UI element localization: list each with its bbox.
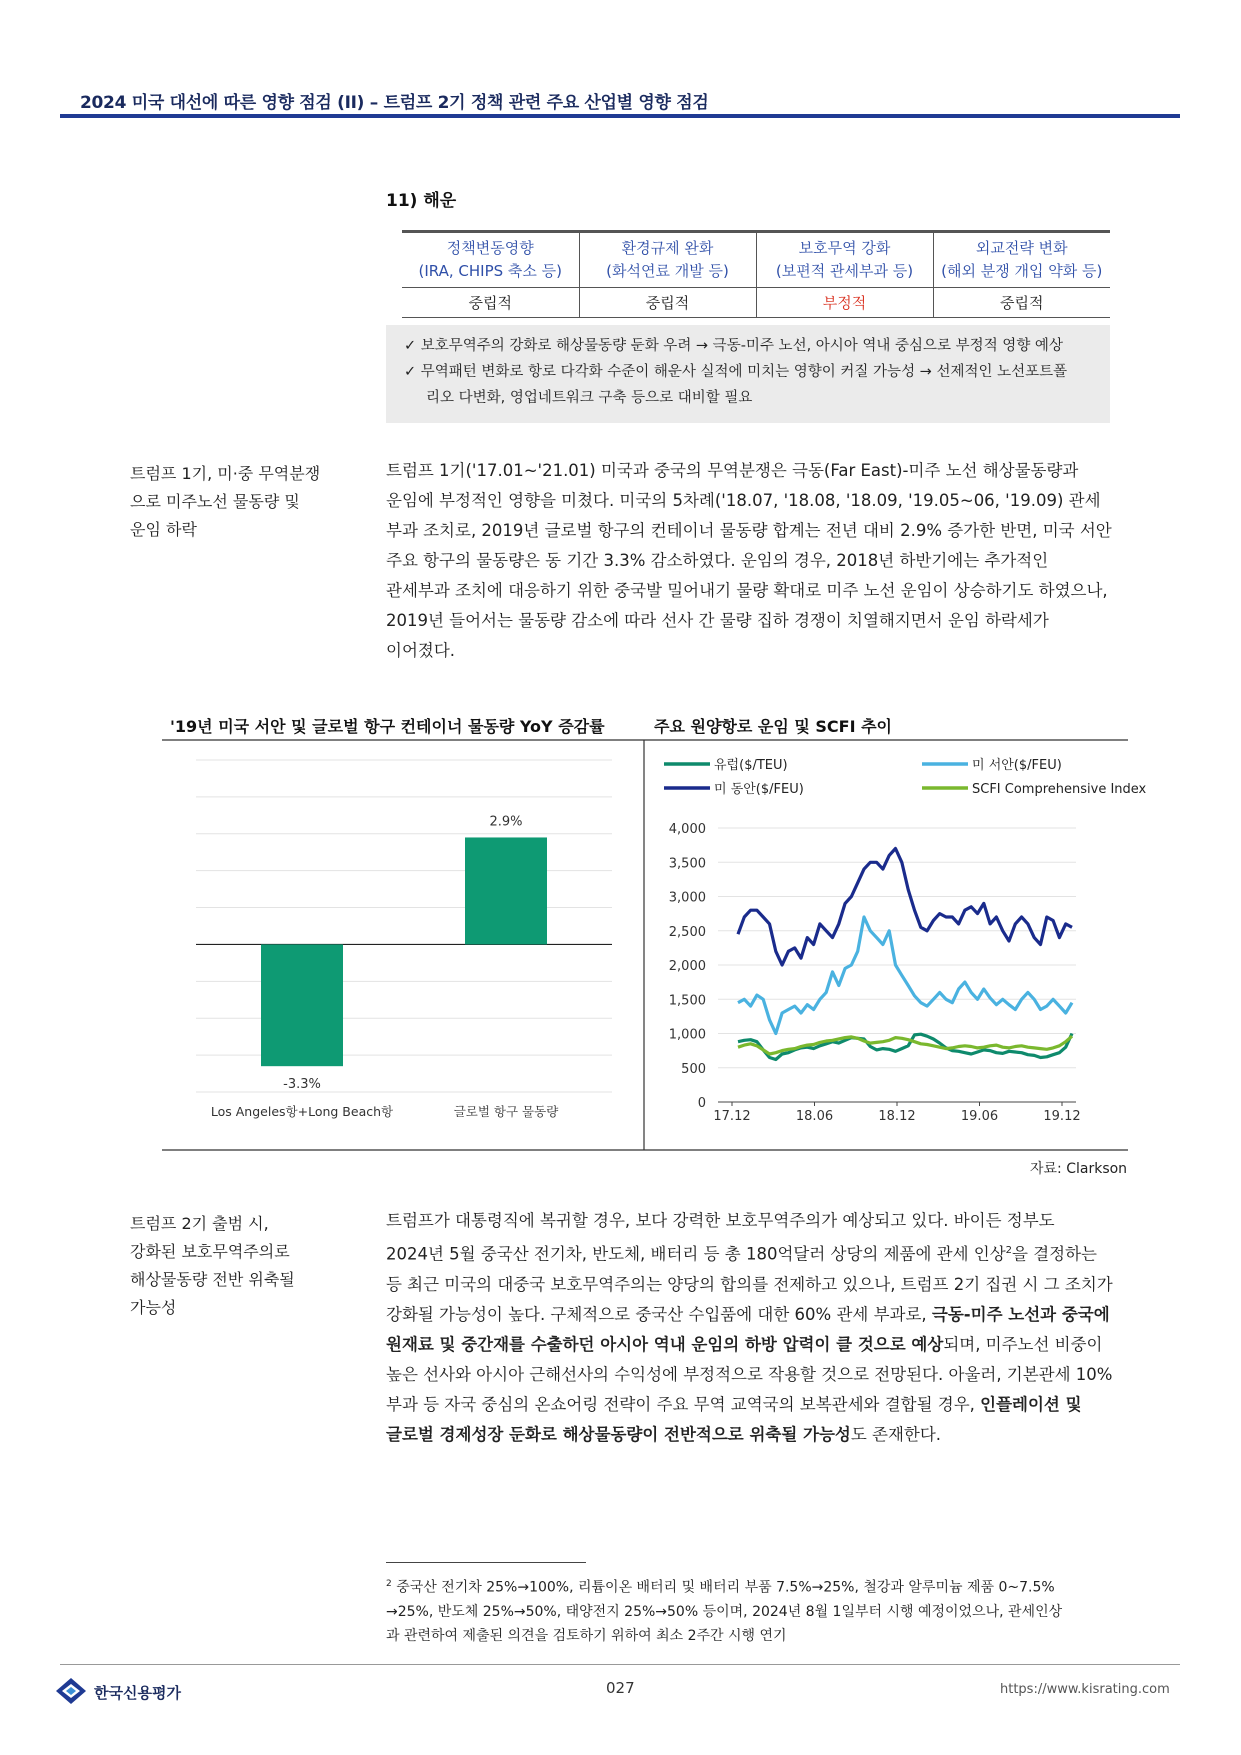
kis-logo-icon xyxy=(54,1676,88,1706)
footnote-line: 과 관련하여 제출된 의견을 검토하기 위하여 최소 2주간 시행 연기 xyxy=(386,1627,787,1644)
text-run: 을 결정하는 xyxy=(1012,1244,1097,1264)
body-paragraph-2 xyxy=(386,1206,1126,1450)
para-line: 이어졌다. xyxy=(386,641,456,660)
footnote-text: 중국산 전기차 25%→100%, 리튬이온 배터리 및 배터리 부품 7.5%→25%, 철강과 알루미늄 제품 0~7.5% xyxy=(396,1579,1055,1596)
chart-source: 자료: Clarkson xyxy=(1030,1161,1128,1177)
impact-value-negative: 부정적 xyxy=(756,288,933,318)
para-line: 트럼프 1기('17.01~'21.01) 미국과 중국의 무역분쟁은 극동(Far East)-미주 노선 해상물동량과 xyxy=(386,461,1079,480)
bar-data-label: -3.3% xyxy=(283,1077,321,1093)
impact-col-title: 외교전략 변화 xyxy=(975,239,1068,257)
emphasis-text: 글로벌 경제성장 둔화로 해상물동량이 전반적으로 위축될 가능성 xyxy=(386,1424,851,1444)
y-tick-label: 500 xyxy=(681,1061,706,1077)
impact-col-subtitle: (해외 분쟁 개입 약화 등) xyxy=(941,262,1103,280)
series-line xyxy=(738,917,1072,1034)
y-tick-label: 1,500 xyxy=(668,993,706,1009)
y-tick-label: 1,000 xyxy=(668,1027,706,1043)
text-run: 강화될 가능성이 높다. 구체적으로 중국산 수입품에 대한 60% 관세 부과로, xyxy=(386,1304,932,1324)
text-run: 2024년 5월 중국산 전기차, 반도체, 배터리 등 총 180억달러 상당의 제품에 관세 인상 xyxy=(386,1244,1006,1264)
x-tick-label: 19.06 xyxy=(960,1109,999,1124)
text-run: 높은 선사와 아시아 근해선사의 수익성에 부정적으로 작용할 것으로 전망된다. 아울러, 기본관세 10% xyxy=(386,1364,1113,1384)
note-line: ✓ 보호무역주의 강화로 해상물동량 둔화 우려 → 극동-미주 노선, 아시아 역내 중심으로 부정적 영향 예상 xyxy=(404,338,1063,354)
para-line xyxy=(386,1270,1126,1300)
impact-value: 중립적 xyxy=(579,288,756,318)
footnote-line xyxy=(386,1572,1126,1600)
bar xyxy=(465,837,547,944)
side-heading-line: 가능성 xyxy=(130,1298,177,1317)
para-line xyxy=(386,1236,1126,1270)
side-heading-line: 해상물동량 전반 위축될 xyxy=(130,1270,295,1289)
text-run: 등 최근 미국의 대중국 보호무역주의는 양당의 합의를 전제하고 있으나, 트럼프 2기 집권 시 그 조치가 xyxy=(386,1274,1113,1294)
y-tick-label: 2,000 xyxy=(668,959,706,974)
para-line xyxy=(386,1330,1126,1360)
bar-category-label: 글로벌 항구 물동량 xyxy=(453,1104,559,1119)
text-run: 부과 등 자국 중심의 온쇼어링 전략이 주요 무역 교역국의 보복관세와 결합될 경우, xyxy=(386,1394,981,1414)
y-tick-label: 3,500 xyxy=(668,856,706,872)
x-tick-label: 19.12 xyxy=(1043,1109,1081,1124)
x-tick-label: 18.12 xyxy=(878,1109,916,1124)
footnote-mark: 2 xyxy=(386,1579,392,1589)
emphasis-text: 극동-미주 노선과 중국에 xyxy=(931,1304,1110,1324)
emphasis-text: 원재료 및 중간재를 수출하던 아시아 역내 운임의 하방 압력이 클 것으로 예상 xyxy=(386,1334,944,1354)
text-run: 트럼프가 대통령직에 복귀할 경우, 보다 강력한 보호무역주의가 예상되고 있다. 바이든 정부도 xyxy=(386,1211,1055,1230)
para-line: 주요 항구의 물동량은 동 기간 3.3% 감소하였다. 운임의 경우, 2018년 하반기에는 추가적인 xyxy=(386,551,1049,570)
impact-col-title: 정책변동영향 xyxy=(446,239,534,257)
page-header-title: 2024 미국 대선에 따른 영향 점검 (II) – 트럼프 2기 정책 관련 주요 산업별 영향 점검 xyxy=(80,93,709,113)
para-line: 운임에 부정적인 영향을 미쳤다. 미국의 5차례('18.07, '18.08, '18.09, '19.05~06, '19.09) 관세 xyxy=(386,491,1101,510)
para-line xyxy=(386,1206,1126,1236)
para-line: 관세부과 조치에 대응하기 위한 중국발 밀어내기 물량 확대로 미주 노선 운임이 상승하기도 하였으나, xyxy=(386,581,1108,600)
footer-logo-text: 한국신용평가 xyxy=(94,1684,181,1702)
impact-value: 중립적 xyxy=(933,288,1110,318)
side-heading-line: 으로 미주노선 물동량 및 xyxy=(130,492,300,511)
legend-label: 미 서안($/FEU) xyxy=(972,758,1062,773)
footer-rule xyxy=(60,1664,1180,1665)
text-run: 도 존재한다. xyxy=(850,1424,942,1444)
para-line xyxy=(386,1390,1126,1420)
bar-chart-title: '19년 미국 서안 및 글로벌 항구 컨테이너 물동량 YoY 증감률 xyxy=(170,717,605,736)
side-heading-line: 트럼프 2기 출범 시, xyxy=(130,1214,269,1233)
impact-col-title: 보호무역 강화 xyxy=(798,239,891,257)
side-heading-2 xyxy=(130,1210,295,1322)
legend-label: SCFI Comprehensive Index xyxy=(972,782,1147,797)
series-line xyxy=(738,849,1072,966)
bar-data-label: 2.9% xyxy=(489,814,523,830)
para-line: 2019년 들어서는 물동량 감소에 따라 선사 간 물량 집하 경쟁이 치열해지면서 운임 하락세가 xyxy=(386,611,1049,630)
y-tick-label: 4,000 xyxy=(668,822,706,837)
y-tick-label: 3,000 xyxy=(668,890,706,906)
line-chart-title: 주요 원양항로 운임 및 SCFI 추이 xyxy=(654,717,893,736)
impact-value: 중립적 xyxy=(402,288,579,318)
para-line xyxy=(386,1420,1126,1450)
impact-col-title: 환경규제 완화 xyxy=(621,239,714,257)
x-tick-label: 17.12 xyxy=(713,1109,751,1124)
legend-label: 미 동안($/FEU) xyxy=(714,782,804,797)
bar-chart xyxy=(196,760,612,1119)
section-title: 11) 해운 xyxy=(386,191,457,211)
impact-col-subtitle: (IRA, CHIPS 축소 등) xyxy=(418,262,562,280)
text-run: 되며, 미주노선 비중이 xyxy=(943,1334,1103,1354)
footnote-rule xyxy=(386,1562,586,1563)
side-heading-line: 강화된 보호무역주의로 xyxy=(130,1242,290,1261)
impact-col-subtitle: (보편적 관세부과 등) xyxy=(775,262,914,280)
para-line xyxy=(386,1360,1126,1390)
y-tick-label: 0 xyxy=(697,1096,706,1111)
emphasis-text: 인플레이션 및 xyxy=(980,1394,1082,1414)
footnote-ref: 2 xyxy=(1005,1245,1013,1256)
footnote-line: →25%, 반도체 25%→50%, 태양전지 25%→50% 등이며, 2024년 8월 1일부터 시행 예정이었으나, 관세인상 xyxy=(386,1603,1063,1620)
impact-col-subtitle: (화석연료 개발 등) xyxy=(606,262,729,280)
side-heading-line: 운임 하락 xyxy=(130,520,197,539)
y-tick-label: 2,500 xyxy=(668,924,706,940)
page-number: 027 xyxy=(606,1679,635,1697)
line-chart xyxy=(664,757,1147,1124)
bar xyxy=(261,944,343,1066)
side-heading-line: 트럼프 1기, 미·중 무역분쟁 xyxy=(130,464,321,483)
note-line: ✓ 무역패턴 변화로 항로 다각화 수준이 해운사 실적에 미치는 영향이 커질 가능성 → 선제적인 노선포트폴 xyxy=(404,364,1068,380)
footnote xyxy=(386,1572,1126,1648)
legend-label: 유럽($/TEU) xyxy=(714,758,788,773)
para-line xyxy=(386,1300,1126,1330)
bar-category-label: Los Angeles항+Long Beach항 xyxy=(210,1104,394,1119)
para-line: 부과 조치로, 2019년 글로벌 항구의 컨테이너 물동량 합계는 전년 대비 2.9% 증가한 반면, 미국 서안 xyxy=(386,521,1112,540)
note-line: 리오 다변화, 영업네트워크 구축 등으로 대비할 필요 xyxy=(426,390,753,406)
footer-url[interactable]: https://www.kisrating.com xyxy=(1000,1682,1170,1697)
x-tick-label: 18.06 xyxy=(795,1109,834,1124)
